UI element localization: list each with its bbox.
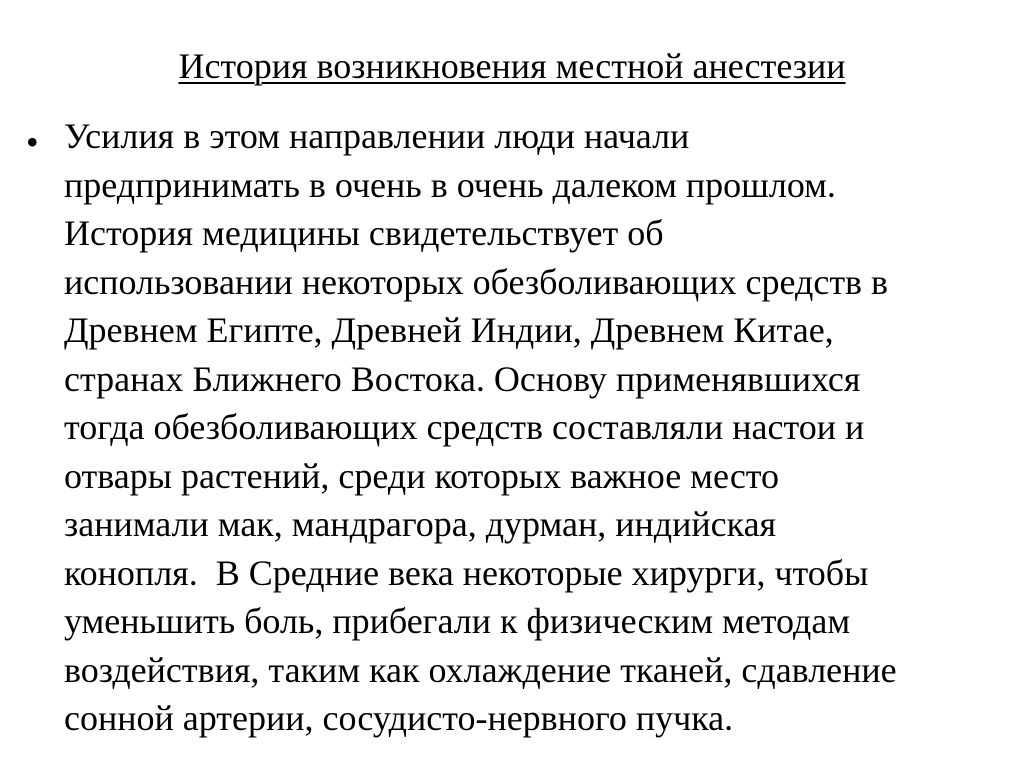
bullet-paragraph — [64, 112, 1009, 743]
paragraph-line: предпринимать в очень в очень далеком прошлом. — [64, 164, 836, 205]
paragraph-line: сонной артерии, сосудисто-нервного пучка. — [64, 698, 734, 738]
paragraph-line: История медицины свидетельствует об — [64, 213, 664, 253]
paragraph-line: странах Ближнего Востока. Основу применявшихся — [64, 358, 861, 399]
slide-title: История возникновения местной анестезии — [178, 46, 846, 86]
paragraph-line: воздействия, таким как охлаждение тканей, сдавление — [64, 649, 897, 690]
paragraph-line: использовании некоторых обезболивающих средств в — [64, 261, 889, 302]
bullet-marker: • — [26, 122, 39, 162]
paragraph-line: отвары растений, среди которых важное место — [64, 455, 780, 496]
paragraph-line: тогда обезболивающих средств составляли настои и — [64, 407, 865, 447]
paragraph-line: Усилия в этом направлении люди начали — [64, 116, 690, 156]
paragraph-line: занимали мак, мандрагора, дурман, индийская — [64, 504, 777, 544]
paragraph-line: уменьшить боль, прибегали к физическим методам — [64, 601, 851, 641]
paragraph-line: конопля. В Средние века некоторые хирурги, чтобы — [64, 552, 869, 593]
paragraph-line: Древнем Египте, Древней Индии, Древнем Китае, — [64, 310, 834, 350]
